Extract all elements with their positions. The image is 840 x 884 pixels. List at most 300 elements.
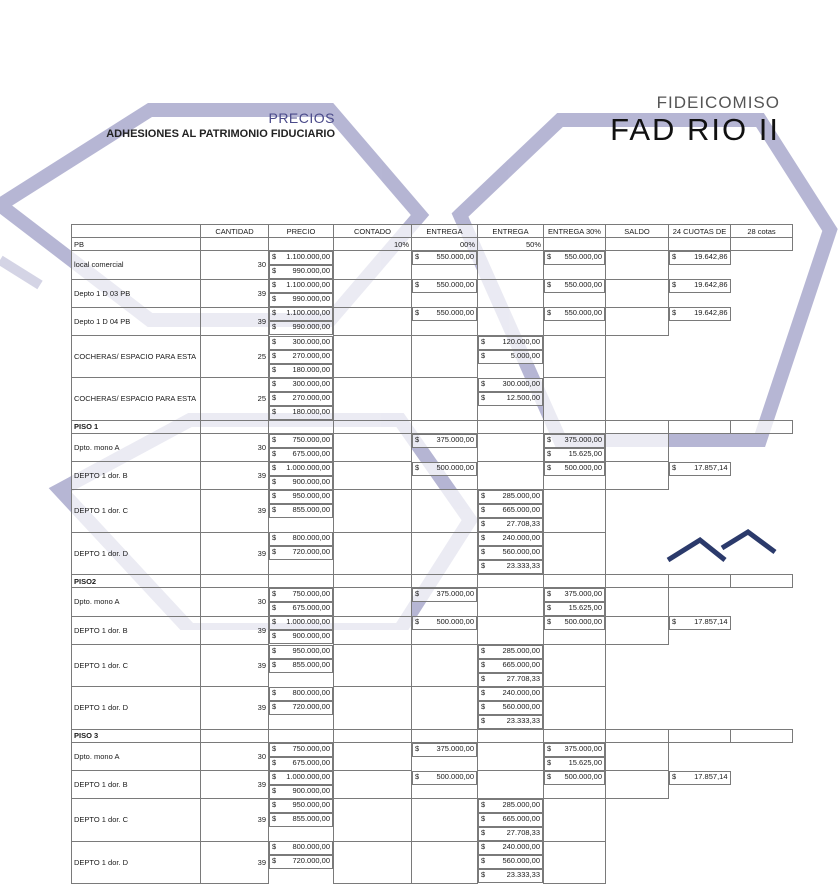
currency-symbol: $ [272, 491, 277, 500]
table-cell [269, 645, 333, 659]
currency-symbol: $ [272, 266, 277, 275]
table-cell [544, 799, 606, 842]
table-cell: CONTADO [334, 225, 412, 238]
table-cell [669, 575, 731, 588]
cell-amount: 285.000,00 [502, 800, 540, 809]
currency-symbol: $ [481, 350, 486, 360]
table-cell [269, 293, 333, 307]
table-section-row [72, 575, 793, 588]
price-table [71, 224, 793, 884]
cell-amount: 665.000,00 [502, 814, 540, 823]
table-row [72, 799, 793, 842]
table-cell [334, 575, 412, 588]
cell-amount: 17.857,14 [694, 617, 728, 626]
cell-amount: 1.100.000,00 [286, 308, 330, 317]
table-cell: PISO 3 [72, 729, 201, 742]
table-cell: 39 [201, 799, 269, 842]
table-cell [606, 251, 669, 280]
table-cell [606, 462, 669, 490]
table-header-row [72, 225, 793, 238]
table-cell [544, 771, 605, 785]
table-cell [731, 575, 793, 588]
currency-symbol: $ [415, 617, 420, 626]
table-cell [334, 490, 412, 533]
table-cell [269, 729, 334, 742]
heading-subtitle: ADHESIONES AL PATRIMONIO FIDUCIARIO [106, 128, 335, 140]
cell-amount: 750.000,00 [292, 743, 330, 753]
table-cell [269, 238, 334, 251]
cell-amount: 12.500,00 [506, 392, 540, 402]
table-cell [478, 799, 543, 813]
table-cell [334, 307, 412, 335]
table-cell [412, 799, 478, 842]
table-cell [478, 462, 544, 490]
cell-amount: 500.000,00 [564, 617, 602, 626]
currency-symbol: $ [272, 252, 277, 261]
table-row [72, 742, 793, 771]
table-cell [478, 588, 544, 617]
table-row [72, 335, 793, 378]
table-cell: 30 [201, 433, 269, 462]
table-cell [478, 336, 543, 350]
table-cell [606, 575, 669, 588]
currency-symbol: $ [481, 814, 486, 823]
cell-amount: 270.000,00 [292, 350, 330, 360]
currency-symbol: $ [415, 589, 420, 598]
cell-amount: 720.000,00 [292, 856, 330, 865]
cell-amount: 950.000,00 [292, 645, 330, 655]
currency-symbol: $ [481, 491, 486, 500]
table-cell [478, 729, 544, 742]
currency-symbol: $ [272, 505, 277, 514]
table-row [72, 279, 793, 307]
table-cell [731, 420, 793, 433]
currency-symbol: $ [272, 842, 277, 851]
table-cell [544, 743, 605, 757]
table-cell [269, 701, 333, 715]
currency-symbol: $ [481, 533, 486, 542]
table-cell: 39 [201, 532, 269, 575]
cell-amount: 180.000,00 [292, 364, 330, 374]
table-cell: 24 CUOTAS DE [669, 225, 731, 238]
currency-symbol: $ [272, 336, 277, 346]
table-cell: 39 [201, 687, 269, 730]
cell-amount: 675.000,00 [292, 603, 330, 612]
table-cell: 25 [201, 378, 269, 421]
currency-symbol: $ [547, 448, 552, 458]
table-cell [544, 279, 605, 293]
currency-symbol: $ [481, 378, 486, 388]
cell-amount: 990.000,00 [292, 266, 330, 275]
table-cell [478, 616, 544, 644]
table-cell [269, 350, 333, 364]
cell-amount: 500.000,00 [436, 462, 474, 472]
table-cell [269, 588, 333, 602]
currency-symbol: $ [272, 757, 277, 767]
table-cell [544, 462, 605, 476]
table-cell [544, 616, 605, 630]
table-cell: 39 [201, 771, 269, 799]
currency-symbol: $ [547, 743, 552, 753]
cell-amount: 900.000,00 [292, 785, 330, 795]
cell-amount: 720.000,00 [292, 701, 330, 711]
currency-symbol: $ [547, 434, 552, 444]
table-cell [269, 546, 333, 560]
table-cell [269, 616, 333, 630]
cell-amount: 375.000,00 [564, 743, 602, 753]
currency-symbol: $ [272, 476, 277, 486]
table-section-row [72, 420, 793, 433]
table-cell [478, 546, 543, 560]
table-cell [269, 504, 333, 518]
table-cell: 30 [201, 251, 269, 280]
table-cell [544, 378, 606, 421]
table-cell [269, 785, 333, 799]
currency-symbol: $ [272, 800, 277, 809]
brand-name: FAD RIO II [610, 112, 780, 147]
currency-symbol: $ [272, 392, 277, 402]
cell-amount: 27.708,33 [506, 828, 540, 837]
page-heading [106, 110, 335, 142]
currency-symbol: $ [547, 603, 552, 612]
table-cell: Depto 1 D 03 PB [72, 279, 201, 307]
table-cell [606, 279, 669, 307]
table-cell: 00% [412, 238, 478, 251]
table-cell [269, 841, 333, 855]
brand-label: FIDEICOMISO [656, 93, 780, 112]
table-cell [269, 630, 333, 644]
table-cell [334, 378, 412, 421]
currency-symbol: $ [415, 743, 420, 753]
cell-amount: 750.000,00 [292, 589, 330, 598]
heading-title: PRECIOS [268, 110, 335, 126]
cell-amount: 285.000,00 [502, 645, 540, 655]
cell-amount: 270.000,00 [292, 392, 330, 402]
cell-amount: 550.000,00 [564, 280, 602, 289]
cell-amount: 750.000,00 [292, 434, 330, 444]
cell-amount: 375.000,00 [436, 589, 474, 598]
table-cell [478, 392, 543, 406]
table-cell: DEPTO 1 dor. C [72, 644, 201, 687]
currency-symbol: $ [672, 771, 677, 781]
table-cell: PISO 1 [72, 420, 201, 433]
table-cell: DEPTO 1 dor. D [72, 532, 201, 575]
currency-symbol: $ [272, 448, 277, 458]
table-row [72, 251, 793, 280]
table-cell [412, 378, 478, 421]
table-cell [544, 251, 605, 265]
table-cell [269, 392, 333, 406]
table-cell [269, 265, 333, 279]
table-cell [334, 644, 412, 687]
cell-amount: 300.000,00 [292, 336, 330, 346]
currency-symbol: $ [481, 392, 486, 402]
cell-amount: 675.000,00 [292, 757, 330, 767]
table-row [72, 687, 793, 730]
table-row [72, 644, 793, 687]
table-cell: DEPTO 1 dor. B [72, 462, 201, 490]
table-cell [334, 799, 412, 842]
cell-amount: 800.000,00 [292, 842, 330, 851]
table-cell [269, 251, 333, 265]
table-cell: 10% [334, 238, 412, 251]
table-cell [544, 238, 606, 251]
cell-amount: 560.000,00 [502, 547, 540, 556]
table-cell [544, 307, 605, 321]
cell-amount: 19.642,86 [694, 280, 728, 289]
table-cell [478, 420, 544, 433]
currency-symbol: $ [547, 771, 552, 781]
currency-symbol: $ [272, 533, 277, 542]
table-cell [412, 729, 478, 742]
table-cell [269, 462, 333, 476]
table-section-row [72, 729, 793, 742]
currency-symbol: $ [672, 308, 677, 317]
cell-amount: 23.333,33 [506, 561, 540, 570]
table-cell [606, 771, 669, 799]
table-cell [478, 771, 544, 799]
table-cell [412, 588, 477, 602]
table-cell [269, 575, 334, 588]
table-cell [478, 827, 543, 841]
cell-amount: 665.000,00 [502, 659, 540, 669]
table-cell [412, 251, 477, 265]
table-cell: DEPTO 1 dor. B [72, 771, 201, 799]
table-cell [544, 841, 606, 883]
table-cell: 39 [201, 616, 269, 644]
table-cell [269, 420, 334, 433]
table-cell [544, 420, 606, 433]
cell-amount: 550.000,00 [564, 252, 602, 261]
cell-amount: 500.000,00 [564, 771, 602, 781]
table-cell: Depto 1 D 04 PB [72, 307, 201, 335]
cell-amount: 17.857,14 [694, 771, 728, 781]
table-cell [269, 490, 333, 504]
cell-amount: 300.000,00 [502, 378, 540, 388]
cell-amount: 120.000,00 [502, 336, 540, 346]
table-cell [544, 602, 605, 616]
cell-amount: 900.000,00 [292, 631, 330, 640]
table-cell [478, 350, 543, 364]
currency-symbol: $ [481, 519, 486, 528]
table-cell [334, 687, 412, 730]
table-cell: 39 [201, 644, 269, 687]
table-cell [669, 279, 731, 293]
currency-symbol: $ [547, 308, 552, 317]
table-cell: 39 [201, 490, 269, 533]
table-cell [269, 279, 333, 293]
table-cell [269, 799, 333, 813]
table-cell [269, 378, 333, 392]
table-cell [731, 729, 793, 742]
table-row [72, 433, 793, 462]
table-cell: Dpto. mono A [72, 433, 201, 462]
table-cell [478, 742, 544, 771]
table-cell [269, 687, 333, 701]
table-cell [269, 659, 333, 673]
currency-symbol: $ [481, 715, 486, 725]
table-cell [544, 448, 605, 462]
cell-amount: 240.000,00 [502, 842, 540, 851]
table-cell [269, 532, 333, 546]
table-cell [412, 335, 478, 378]
cell-amount: 500.000,00 [436, 617, 474, 626]
cell-amount: 720.000,00 [292, 547, 330, 556]
table-cell: 30 [201, 742, 269, 771]
table-cell [201, 238, 269, 251]
table-cell: DEPTO 1 dor. B [72, 616, 201, 644]
currency-symbol: $ [415, 252, 420, 261]
table-cell [412, 575, 478, 588]
currency-symbol: $ [481, 659, 486, 669]
cell-amount: 27.708,33 [506, 519, 540, 528]
table-cell [334, 771, 412, 799]
cell-amount: 560.000,00 [502, 856, 540, 865]
currency-symbol: $ [547, 589, 552, 598]
currency-symbol: $ [547, 280, 552, 289]
currency-symbol: $ [272, 617, 277, 626]
currency-symbol: $ [272, 308, 277, 317]
currency-symbol: $ [481, 547, 486, 556]
table-cell [669, 238, 731, 251]
cell-amount: 300.000,00 [292, 378, 330, 388]
table-cell [334, 433, 412, 462]
table-cell [334, 279, 412, 307]
cell-amount: 990.000,00 [292, 294, 330, 303]
table-cell [412, 462, 477, 476]
cell-amount: 950.000,00 [292, 800, 330, 809]
currency-symbol: $ [415, 434, 420, 444]
table-cell: CANTIDAD [201, 225, 269, 238]
cell-amount: 500.000,00 [436, 771, 474, 781]
table-cell [478, 855, 543, 869]
table-row [72, 616, 793, 644]
table-cell [478, 307, 544, 335]
table-cell [334, 462, 412, 490]
table-cell [544, 532, 606, 575]
table-cell: ENTREGA 30% [544, 225, 606, 238]
cell-amount: 855.000,00 [292, 814, 330, 823]
table-cell: 30 [201, 588, 269, 617]
currency-symbol: $ [272, 814, 277, 823]
table-cell [412, 841, 478, 883]
currency-symbol: $ [272, 294, 277, 303]
table-cell: 39 [201, 307, 269, 335]
table-cell: COCHERAS/ ESPACIO PARA ESTA [72, 378, 201, 421]
cell-amount: 1.000.000,00 [286, 462, 330, 472]
table-cell [334, 532, 412, 575]
table-cell [269, 434, 333, 448]
currency-symbol: $ [547, 252, 552, 261]
table-cell [412, 687, 478, 730]
currency-symbol: $ [481, 645, 486, 655]
cell-amount: 950.000,00 [292, 491, 330, 500]
cell-amount: 1.000.000,00 [286, 617, 330, 626]
table-cell [334, 742, 412, 771]
table-cell [478, 251, 544, 280]
table-cell: ENTREGA [478, 225, 544, 238]
table-cell: PRECIO [269, 225, 334, 238]
currency-symbol: $ [481, 870, 486, 879]
currency-symbol: $ [415, 462, 420, 472]
currency-symbol: $ [672, 252, 677, 261]
table-cell [334, 420, 412, 433]
table-cell [412, 532, 478, 575]
table-cell [606, 420, 669, 433]
cell-amount: 375.000,00 [436, 434, 474, 444]
table-cell [478, 279, 544, 307]
cell-amount: 990.000,00 [292, 322, 330, 331]
table-cell: PB [72, 238, 201, 251]
table-cell [544, 575, 606, 588]
cell-amount: 855.000,00 [292, 659, 330, 669]
table-cell [412, 490, 478, 533]
cell-amount: 1.000.000,00 [286, 771, 330, 781]
table-cell [269, 602, 333, 616]
currency-symbol: $ [272, 743, 277, 753]
currency-symbol: $ [272, 589, 277, 598]
currency-symbol: $ [415, 280, 420, 289]
table-cell [478, 378, 543, 392]
table-cell [412, 644, 478, 687]
table-cell [412, 616, 477, 630]
table-cell [544, 588, 605, 602]
currency-symbol: $ [672, 617, 677, 626]
table-cell: PISO2 [72, 575, 201, 588]
table-cell [269, 364, 333, 378]
table-cell [269, 406, 333, 420]
currency-symbol: $ [547, 462, 552, 472]
cell-amount: 1.100.000,00 [286, 280, 330, 289]
currency-symbol: $ [481, 505, 486, 514]
cell-amount: 19.642,86 [694, 308, 728, 317]
currency-symbol: $ [415, 771, 420, 781]
table-cell [669, 729, 731, 742]
table-cell [334, 335, 412, 378]
currency-symbol: $ [481, 856, 486, 865]
cell-amount: 19.642,86 [694, 252, 728, 261]
table-cell [269, 307, 333, 321]
table-cell: COCHERAS/ ESPACIO PARA ESTA [72, 335, 201, 378]
table-cell: 28 cotas [731, 225, 793, 238]
table-cell [478, 715, 543, 729]
currency-symbol: $ [481, 701, 486, 711]
currency-symbol: $ [272, 547, 277, 556]
table-cell: 39 [201, 841, 269, 883]
table-cell [478, 701, 543, 715]
table-cell [478, 504, 543, 518]
cell-amount: 900.000,00 [292, 476, 330, 486]
cell-amount: 285.000,00 [502, 491, 540, 500]
currency-symbol: $ [481, 336, 486, 346]
cell-amount: 560.000,00 [502, 701, 540, 711]
currency-symbol: $ [272, 350, 277, 360]
cell-amount: 375.000,00 [564, 434, 602, 444]
table-cell [269, 321, 333, 335]
currency-symbol: $ [672, 462, 677, 472]
currency-symbol: $ [272, 687, 277, 697]
currency-symbol: $ [415, 308, 420, 317]
table-cell [478, 659, 543, 673]
table-cell [669, 307, 731, 321]
cell-amount: 15.625,00 [568, 448, 602, 458]
currency-symbol: $ [272, 631, 277, 640]
cell-amount: 800.000,00 [292, 533, 330, 542]
table-cell [72, 225, 201, 238]
cell-amount: 800.000,00 [292, 687, 330, 697]
cell-amount: 550.000,00 [436, 252, 474, 261]
table-row [72, 588, 793, 617]
